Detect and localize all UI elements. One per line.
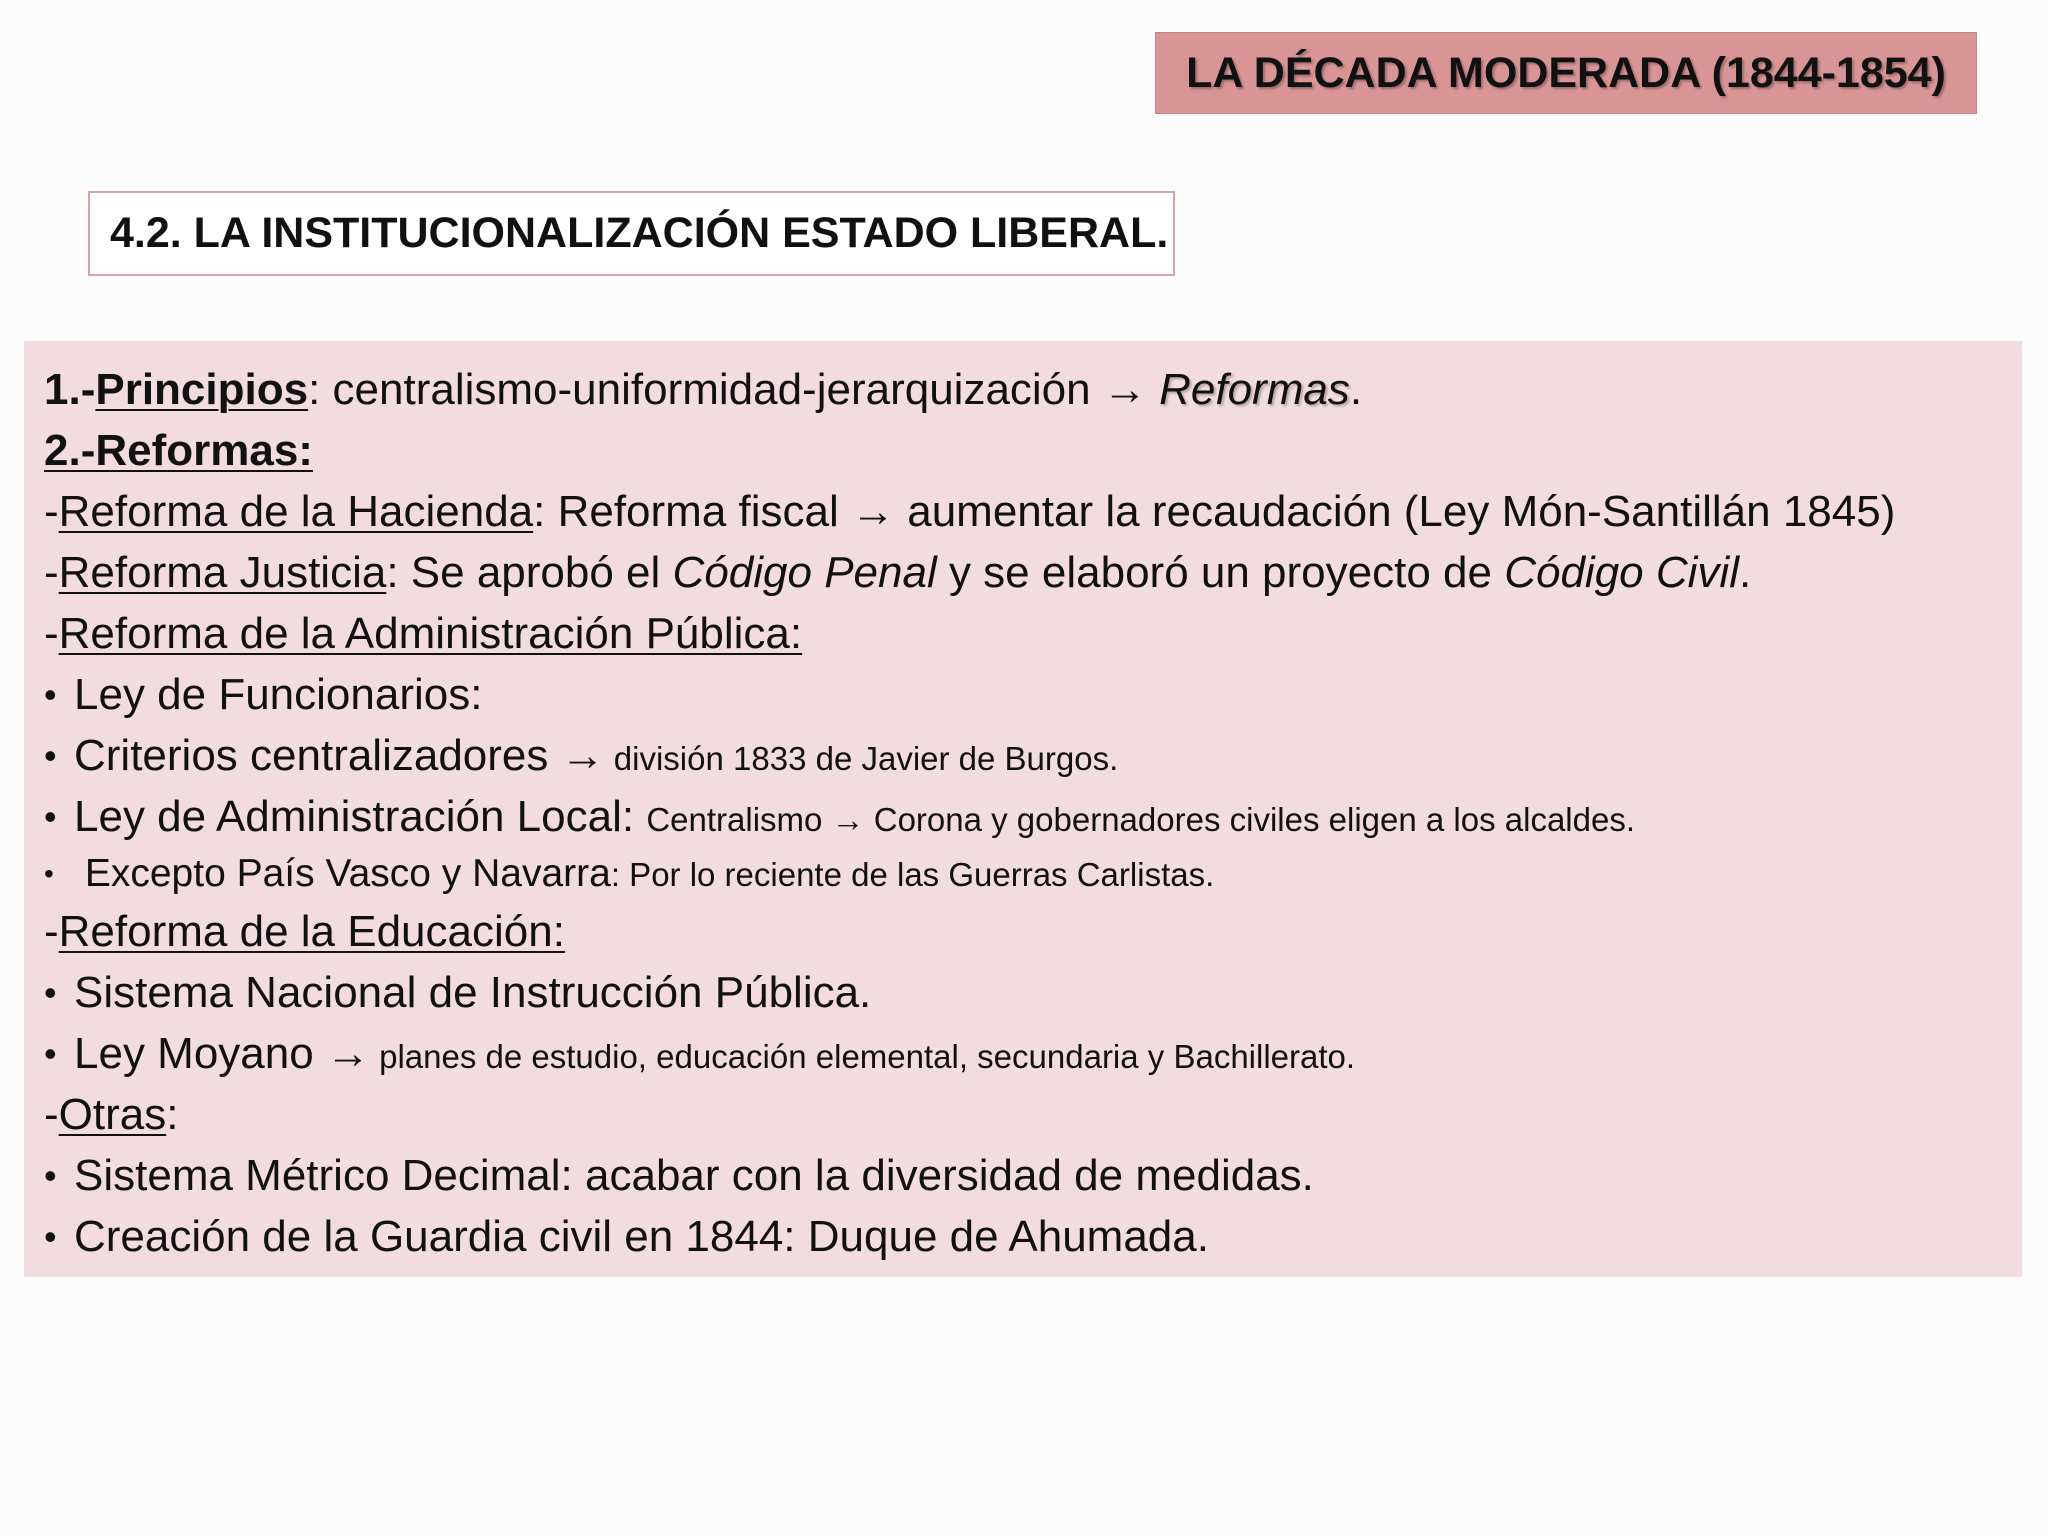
bullet-icon: • [44,796,57,837]
bullet-icon: • [44,1033,57,1074]
arrow-icon: → [831,801,865,838]
list-item-excepto [44,847,2022,901]
sistema-nacional-text: Sistema Nacional de Instrucción Pública. [74,968,872,1017]
list-item-guardia-civil [44,1206,2022,1267]
justicia-dash: - [44,548,59,597]
line-justicia [44,542,2022,603]
reformas-heading: 2.-Reformas: [44,426,313,475]
arrow-icon: → [560,731,605,780]
bullet-icon: • [44,858,54,889]
otras-label: Otras [58,1090,167,1139]
ley-moyano-detail: planes de estudio, educación elemental, secundaria y Bachillerato. [369,1038,1356,1075]
arrow-icon: → [325,1029,370,1078]
slide-title: LA DÉCADA MODERADA (1844-1854) [1155,32,1977,114]
educacion-dash: - [44,907,59,956]
content-panel [24,341,2022,1277]
principios-reformas: Reformas [1159,365,1350,414]
list-item-sistema-nacional [44,962,2022,1023]
otras-end: : [166,1090,179,1139]
guardia-civil-text: Creación de la Guardia civil en 1844: Duque de Ahumada. [74,1212,1209,1261]
admin-local-detail-2: Corona y gobernadores civiles eligen a los alcaldes. [864,801,1636,838]
principios-text: : centralismo-uniformidad-jerarquización [308,365,1103,414]
administracion-dash: - [44,609,59,658]
section-heading: 4.2. LA INSTITUCIONALIZACIÓN ESTADO LIBERAL. [88,191,1175,276]
admin-local-detail: Centralismo [646,801,832,838]
hacienda-dash: - [44,487,59,536]
bullet-icon: • [44,1216,57,1257]
list-item-ley-moyano [44,1023,2022,1084]
criterios-detail: división 1833 de Javier de Burgos. [604,740,1119,777]
justicia-label: Reforma Justicia [58,548,387,597]
line-educacion [44,901,2022,962]
bullet-icon: • [44,674,57,715]
hacienda-text-2: aumentar la recaudación (Ley Món-Santillán 1845) [895,487,1896,536]
bullet-icon: • [44,1155,57,1196]
codigo-civil: Código Civil [1504,548,1739,597]
otras-dash: - [44,1090,59,1139]
justicia-end: . [1738,548,1752,597]
list-item-criterios [44,725,2022,786]
bullet-icon: • [44,735,57,776]
line-otras [44,1084,2022,1145]
administracion-label: Reforma de la Administración Pública: [58,609,803,658]
sistema-metrico-text: Sistema Métrico Decimal: acabar con la diversidad de medidas. [74,1151,1314,1200]
excepto-detail: : Por lo reciente de las Guerras Carlistas. [610,856,1215,893]
funcionarios-text: Ley de Funcionarios: [74,670,483,719]
arrow-icon: → [851,487,896,536]
list-item-administracion-local [44,786,2022,847]
line-principios [44,359,2022,420]
bullet-icon: • [44,972,57,1013]
arrow-icon: → [1102,365,1147,414]
justicia-text-2: y se elaboró un proyecto de [936,548,1505,597]
line-hacienda [44,481,2022,542]
hacienda-label: Reforma de la Hacienda [58,487,534,536]
list-item-sistema-metrico [44,1145,2022,1206]
justicia-text: : Se aprobó el [386,548,673,597]
codigo-penal: Código Penal [672,548,937,597]
principios-label: Principios [95,365,309,414]
admin-local-text: Ley de Administración Local: [74,792,647,841]
excepto-text: Excepto País Vasco y Navarra [74,852,611,895]
principios-number: 1.- [44,365,96,414]
educacion-label: Reforma de la Educación: [58,907,565,956]
principios-end: . [1349,365,1363,414]
ley-moyano-text: Ley Moyano [74,1029,326,1078]
line-reformas-heading [44,420,2022,481]
hacienda-text: : Reforma fiscal [533,487,852,536]
line-administracion [44,603,2022,664]
criterios-text: Criterios centralizadores [74,731,561,780]
list-item-funcionarios [44,664,2022,725]
